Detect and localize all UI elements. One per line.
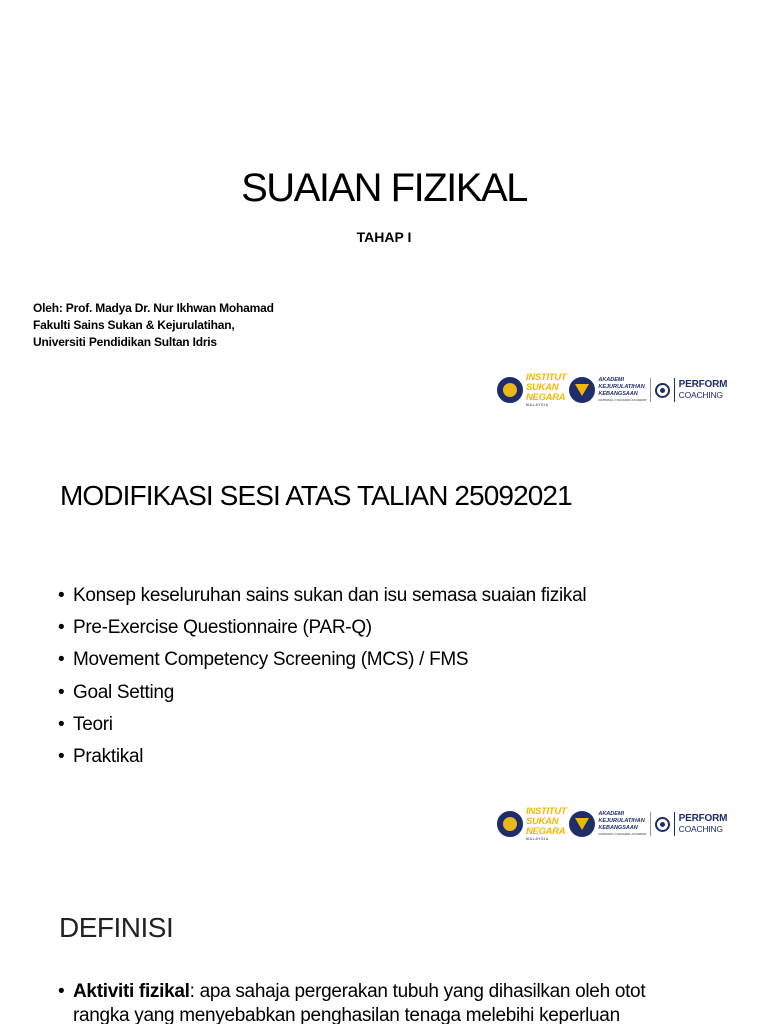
- bullet-list: [58, 580, 586, 773]
- slide-3: [0, 864, 768, 1024]
- definition-term: Aktiviti fizikal: [73, 981, 190, 1002]
- akademi-seal-icon: [569, 811, 595, 837]
- list-item: • Teori: [58, 713, 113, 735]
- list-item: • Movement Competency Screening (MCS) / FMS: [58, 649, 469, 671]
- logo-divider: [674, 378, 675, 402]
- isn-logo-text: INSTITUT SUKAN NEGARA MALAYSIA: [526, 806, 567, 841]
- perform-coaching-icon: [655, 383, 670, 398]
- university-line: Universiti Pendidikan Sultan Idris: [33, 335, 217, 349]
- author-info: [33, 300, 274, 351]
- faculty-line: Fakulti Sains Sukan & Kejurulatihan,: [33, 318, 235, 332]
- akademi-logo-text: AKADEMI KEJURULATIHAN KEBANGSAAN NATIONAL COACHING ACADEMY: [598, 377, 647, 402]
- slide-title: SUAIAN FIZIKAL: [241, 166, 527, 210]
- partner-logos: [497, 370, 727, 410]
- list-item: • Goal Setting: [58, 681, 174, 703]
- slide-title: DEFINISI: [59, 912, 174, 943]
- slide-subtitle: TAHAP I: [356, 229, 412, 245]
- perform-coaching-icon: [655, 817, 670, 832]
- slide-1: [0, 0, 768, 432]
- logo-divider: [674, 812, 675, 836]
- slide-title: MODIFIKASI SESI ATAS TALIAN 25092021: [60, 480, 572, 511]
- isn-seal-icon: [497, 377, 523, 403]
- perform-coaching-logo-text: PERFORM COACHING: [678, 379, 728, 400]
- list-item: • Konsep keseluruhan sains sukan dan isu semasa suaian fizikal: [58, 585, 587, 606]
- perform-coaching-logo-text: PERFORM COACHING: [678, 813, 728, 834]
- isn-logo-text: INSTITUT SUKAN NEGARA MALAYSIA: [526, 372, 567, 407]
- list-item: • Praktikal: [58, 746, 144, 768]
- partner-logos: [497, 804, 727, 844]
- slide-2: [0, 432, 768, 864]
- logo-divider: [650, 812, 651, 836]
- definition-continuation: rangka yang menyebabkan penghasilan tenaga melebihi keperluan: [73, 1005, 620, 1024]
- definition-text: : apa sahaja pergerakan tubuh yang dihasilkan oleh otot: [189, 981, 646, 1002]
- isn-seal-icon: [497, 811, 523, 837]
- definition-item: • Aktiviti fizikal: apa sahaja pergerakan tubuh yang dihasilkan oleh otot rangka yang menyebabkan penghasilan tenaga melebihi keperluan: [58, 980, 645, 1024]
- akademi-seal-icon: [569, 377, 595, 403]
- logo-divider: [650, 378, 651, 402]
- akademi-logo-text: AKADEMI KEJURULATIHAN KEBANGSAAN NATIONAL COACHING ACADEMY: [598, 811, 647, 836]
- list-item: • Pre-Exercise Questionnaire (PAR-Q): [58, 617, 372, 639]
- author-line: Oleh: Prof. Madya Dr. Nur Ikhwan Mohamad: [33, 301, 274, 315]
